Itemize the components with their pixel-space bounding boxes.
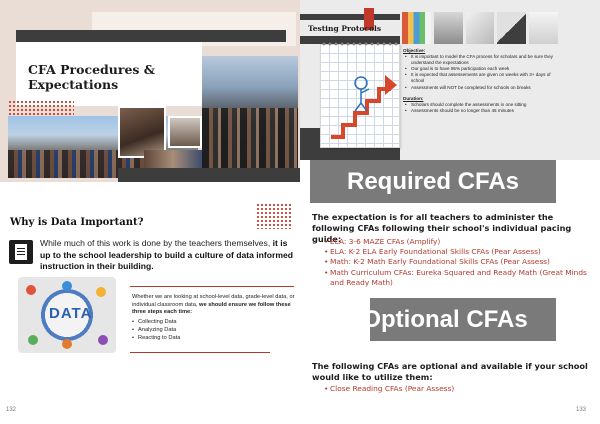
required-cfas-intro: The expectation is for all teachers to administer the following CFAs following their school's individual pacing guide: (312, 212, 572, 245)
divider-bottom (130, 352, 270, 353)
arrow-head (385, 75, 397, 95)
notepad-spiral (321, 41, 399, 47)
celebration-group-photo (202, 56, 298, 178)
why-text-plain: While much of this work is done by the teachers themselves, (40, 238, 273, 248)
objective-list (405, 54, 555, 91)
list-item: • ELA: 3-6 MAZE CFAs (Amplify) (324, 237, 594, 247)
thumbnail-photo (434, 12, 463, 44)
data-collage-icon (18, 277, 116, 353)
list-item: • Assessments will NOT be completed for schools on breaks (405, 85, 555, 91)
required-cfas-list (324, 237, 594, 288)
thumbnail-photo (529, 12, 558, 44)
thumbnail-photo (497, 12, 526, 44)
document-icon (9, 240, 33, 264)
stairs-drawing (321, 45, 401, 149)
list-item: • Collecting Data (132, 318, 292, 326)
list-item: • Analyzing Data (132, 326, 292, 334)
optional-cfas-intro: The following CFAs are optional and available if your school would like to utilize them: (312, 361, 588, 383)
photo-dark-bar (118, 168, 300, 182)
page-number-right: 133 (576, 407, 587, 413)
list-item: • Our goal is to have 95% participation each week (405, 66, 555, 72)
list-item: • Reacting to Data (132, 334, 292, 342)
page-number-left: 132 (6, 407, 17, 413)
duration-heading: Duration: (403, 95, 424, 101)
why-data-heading: Why is Data Important? (10, 217, 144, 228)
data-graphic-label: DATA (49, 305, 93, 322)
stairs-climber-icon (320, 44, 400, 148)
page-title: CFA Procedures & Expectations (28, 62, 156, 92)
testing-protocols-details (403, 48, 555, 114)
optional-cfas-heading: Optional CFAs (362, 306, 528, 333)
list-item: • ELA: K-2 ELA Early Foundational Skills CFAs (Pear Assess) (324, 247, 594, 257)
chart-dot (62, 281, 72, 291)
required-cfas-heading: Required CFAs (346, 168, 520, 195)
list-item: • Close Reading CFAs (Pear Assess) (324, 384, 594, 394)
data-steps-intro (132, 294, 296, 317)
testing-protocols-heading: Testing Protocols (308, 24, 382, 33)
photo-strip (402, 12, 558, 44)
objective-heading: Objective: (403, 48, 426, 53)
thumbnail-photo (402, 12, 431, 44)
chart-dot (98, 335, 108, 345)
thumbnail-photo (466, 12, 495, 44)
list-item: • It is important to model the CFA process for scholars and be sure they understand the expectations (405, 54, 555, 66)
why-data-paragraph (40, 238, 294, 273)
chart-dot (26, 285, 36, 295)
list-item: • Assessments should be no longer than 45 minutes (405, 108, 555, 114)
header-dark-bar (16, 30, 286, 42)
optional-cfas-list (324, 384, 594, 394)
chart-dot (28, 335, 38, 345)
students-with-books-photo (168, 116, 202, 148)
header-dark-bar-right (300, 14, 400, 20)
list-item: • Scholars should complete the assessments in one sitting (405, 102, 555, 108)
figure-head (355, 77, 367, 89)
whether-text-bold: we should ensure we follow these three steps each time: (132, 301, 291, 316)
chart-dot (62, 339, 72, 349)
chart-dot (96, 287, 106, 297)
dot-pattern-decoration-2 (256, 203, 292, 229)
why-text-bold: it is up to the school leadership to build a culture of data informed instruction in their building. (40, 238, 294, 271)
data-steps-list (132, 318, 292, 342)
figure-leg (355, 103, 361, 111)
whether-text-plain: Whether we are looking at school-level data, grade-level data, or individual classroom data, (132, 294, 295, 308)
list-item: • It is expected that assessements are given on weeks with 3+ days of school (405, 72, 555, 84)
duration-list (405, 102, 555, 114)
list-item: • Math Curriculum CFAs: Eureka Squared and Ready Math (Great Minds and Ready Math) (324, 268, 594, 288)
list-item: • Math: K-2 Math Early Foundational Skills CFAs (Pear Assess) (324, 257, 594, 267)
divider-top (130, 286, 294, 287)
